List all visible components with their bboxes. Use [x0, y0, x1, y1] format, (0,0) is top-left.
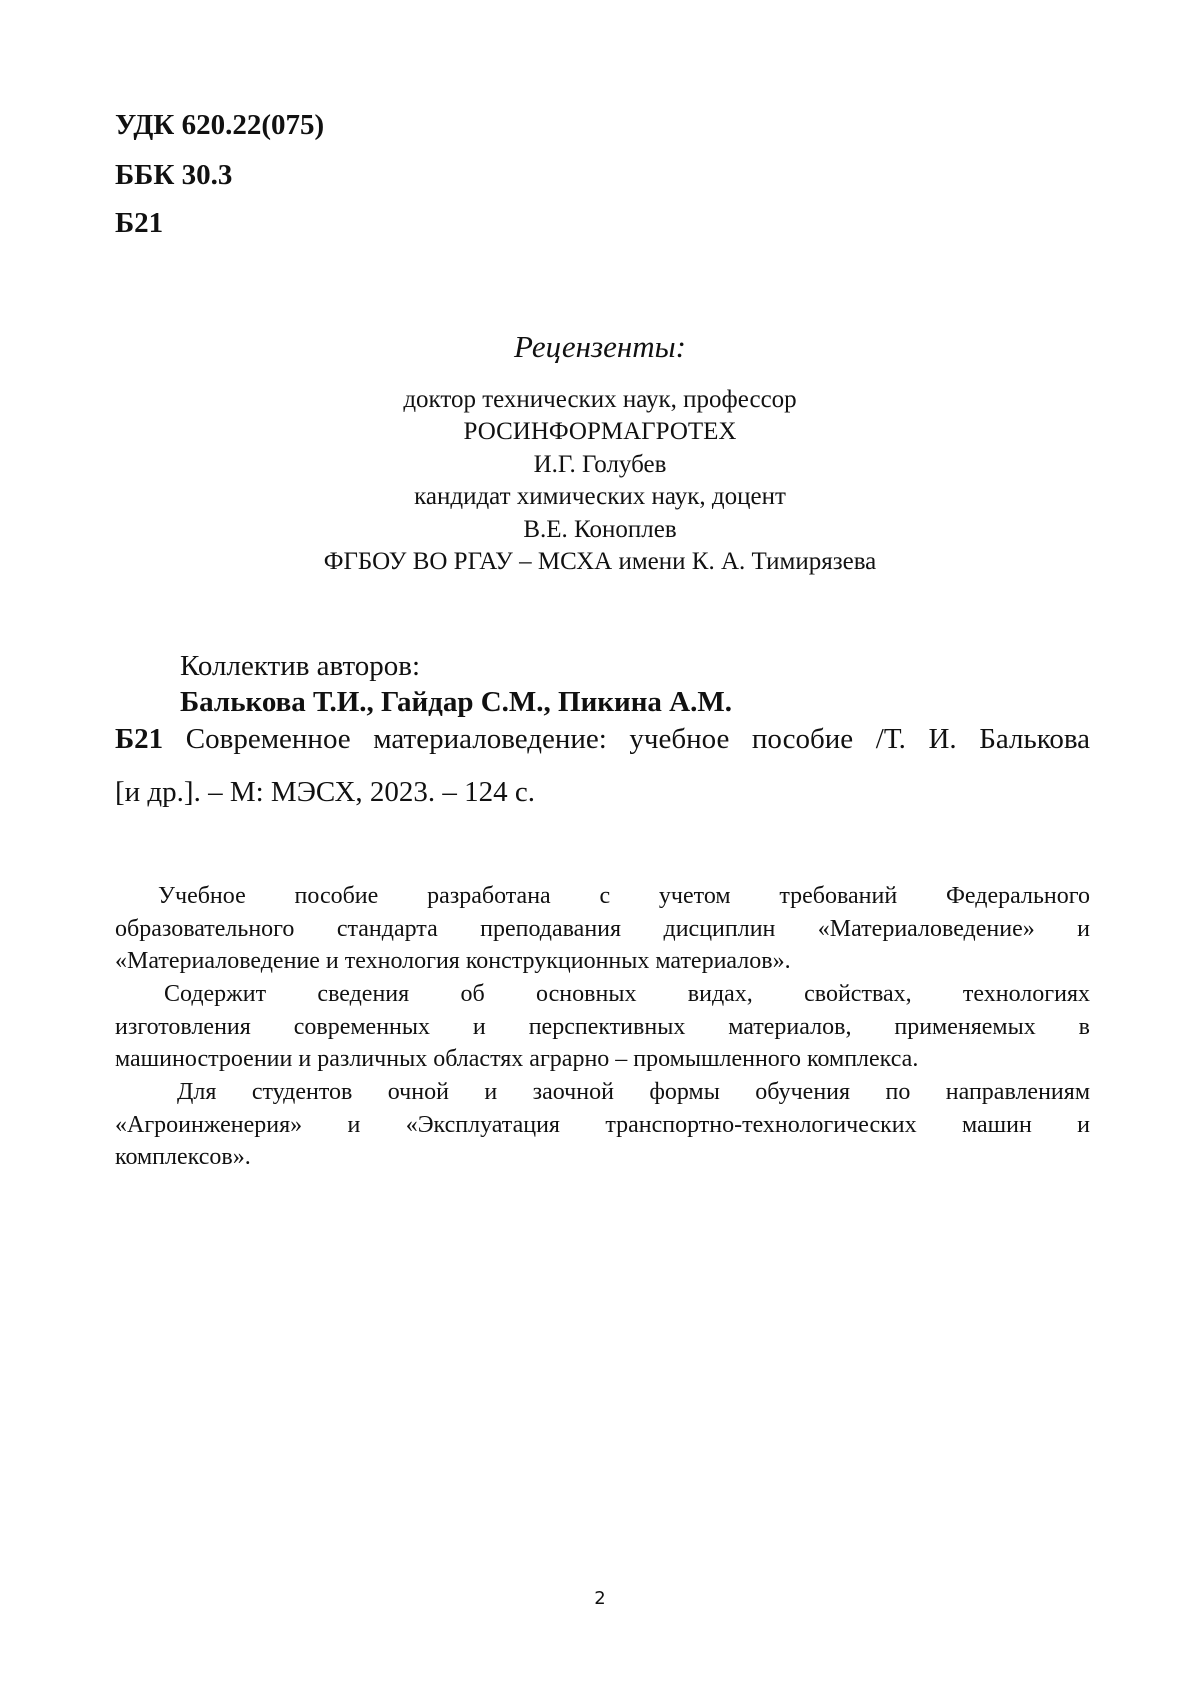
- abstract-paragraph-3: [115, 1076, 1090, 1174]
- reviewer-line: В.Е. Коноплев: [523, 515, 677, 543]
- author-mark: Б21: [115, 207, 164, 239]
- abstract-line: машиностроении и различных областях аграрно – промышленного комплекса.: [115, 1046, 919, 1073]
- abstract-line: комплексов».: [115, 1144, 251, 1171]
- bibliography-title: Современное материаловедение: учебное пособие /Т. И. Балькова: [185, 723, 1091, 755]
- abstract-line: Для студентов очной и заочной формы обучения по направлениям: [177, 1079, 1090, 1105]
- reviewer-line: кандидат химических наук, доцент: [414, 483, 786, 511]
- abstract-paragraph-2: [115, 978, 1090, 1076]
- reviewers-block: [0, 384, 1200, 578]
- reviewer-line: И.Г. Голубев: [533, 450, 667, 478]
- abstract-line: «Агроинженерия» и «Эксплуатация транспортно-технологических машин и: [115, 1111, 1090, 1138]
- abstract-line: Содержит сведения об основных видах, свойствах, технологиях: [164, 981, 1090, 1007]
- bbk-code: ББК 30.3: [115, 159, 233, 191]
- reviewer-line: доктор технических наук, профессор: [403, 386, 797, 413]
- abstract-line: «Материаловедение и технология конструкционных материалов».: [115, 948, 791, 975]
- bibliography-line-1: [115, 721, 1090, 757]
- reviewers-heading: Рецензенты:: [514, 329, 686, 364]
- authors-names: Балькова Т.И., Гайдар С.М., Пикина А.М.: [180, 686, 732, 718]
- udk-code: УДК 620.22(075): [115, 109, 325, 141]
- bibliography-line-2: [и др.]. – М: МЭСХ, 2023. – 124 с.: [115, 776, 536, 808]
- abstract-line: изготовления современных и перспективных материалов, применяемых в: [115, 1013, 1090, 1040]
- abstract-paragraph-1: [115, 880, 1090, 978]
- reviewer-line: ФГБОУ ВО РГАУ – МСХА имени К. А. Тимирязева: [323, 548, 877, 576]
- abstract-line: образовательного стандарта преподавания дисциплин «Материаловедение» и: [115, 915, 1090, 942]
- abstract-line: Учебное пособие разработана с учетом требований Федерального: [158, 883, 1090, 909]
- page-number: 2: [594, 1588, 606, 1609]
- reviewer-line: РОСИНФОРМАГРОТЕХ: [463, 418, 737, 446]
- bibliography-mark: Б21: [115, 723, 164, 755]
- authors-label: Коллектив авторов:: [180, 650, 421, 682]
